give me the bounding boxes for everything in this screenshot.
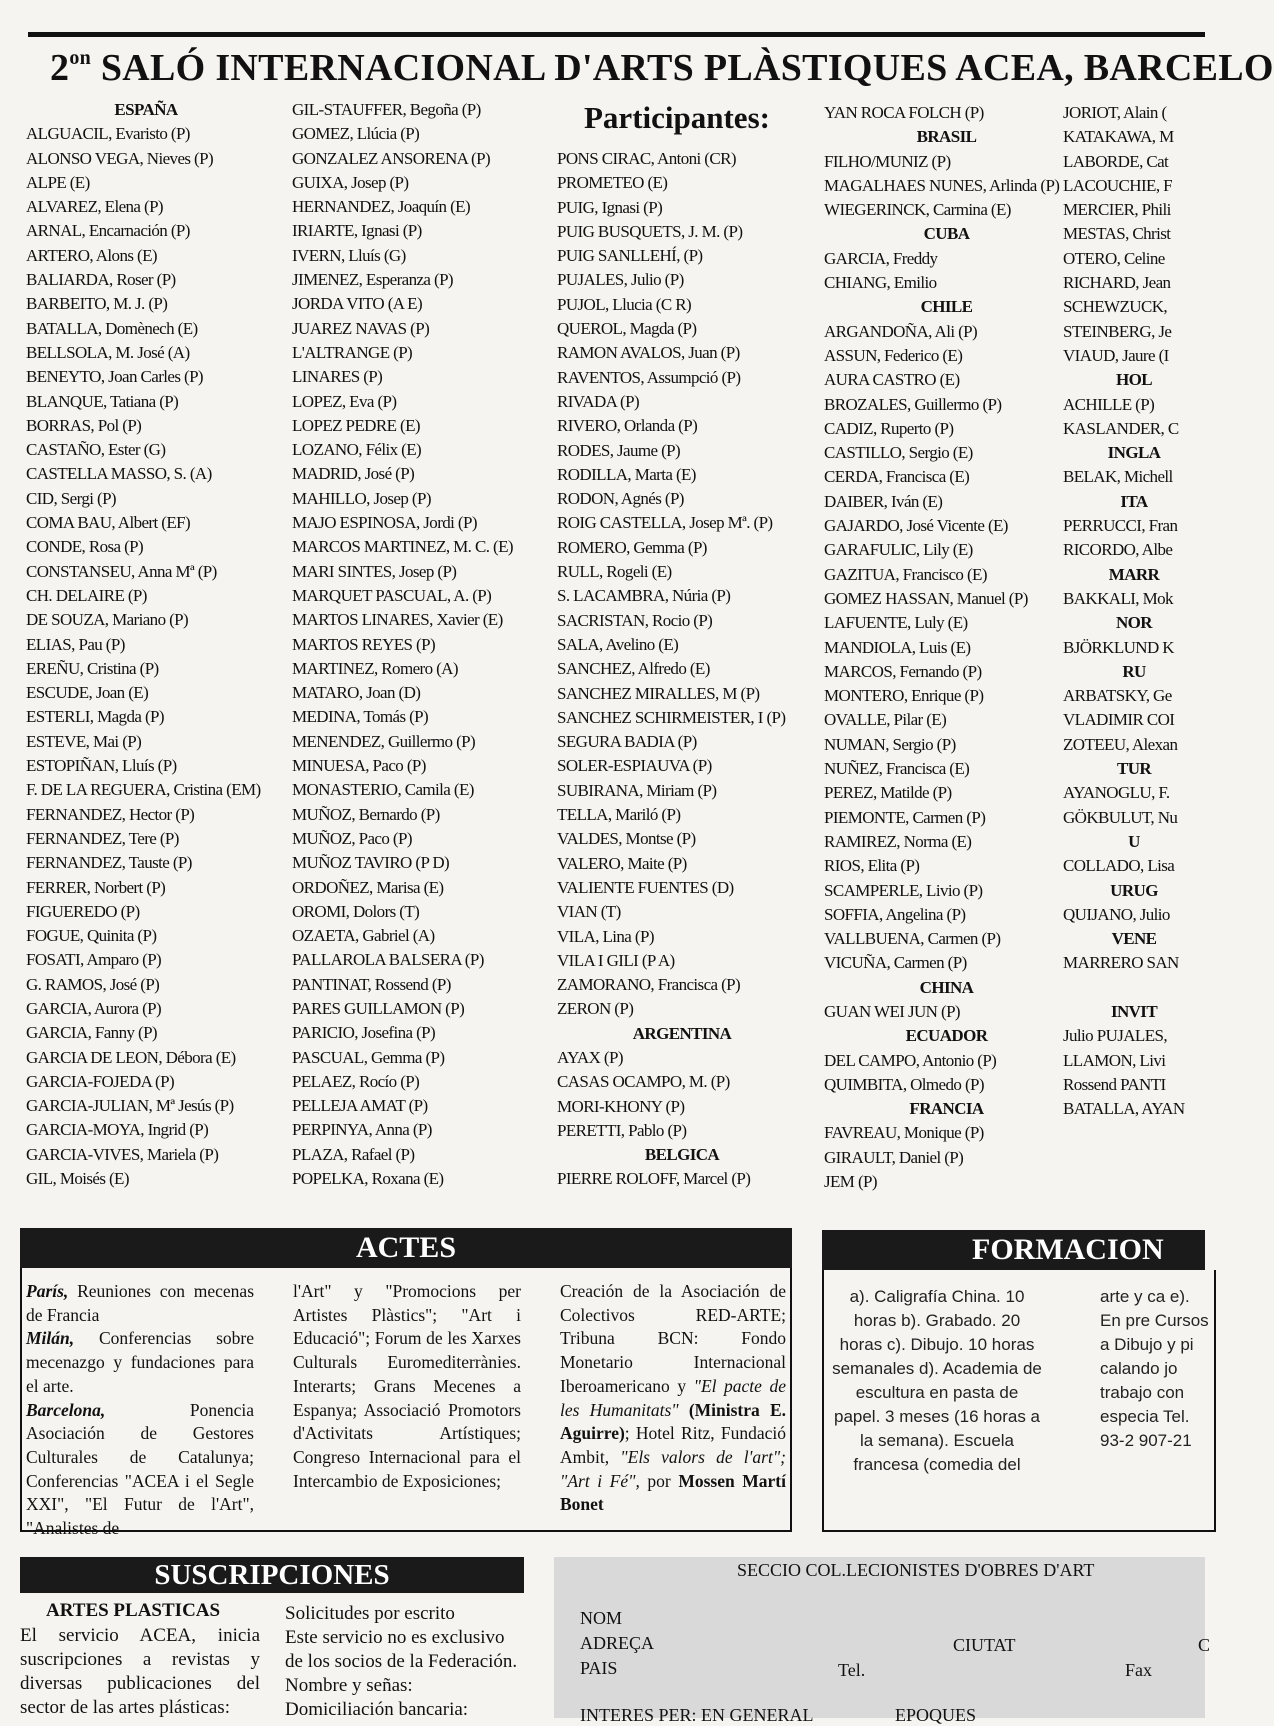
- participant-entry: JIMENEZ, Esperanza (P): [292, 270, 453, 290]
- country-heading: CHINA: [919, 977, 974, 997]
- participant-entry: ZERON (P): [557, 999, 634, 1019]
- country-heading: URUG: [1110, 880, 1158, 900]
- country-heading: ITA: [1120, 491, 1148, 511]
- participant-entry: ESCUDE, Joan (E): [26, 683, 149, 703]
- participant-entry: CONSTANSEU, Anna Mª (P): [26, 561, 217, 581]
- participant-entry: QUEROL, Magda (P): [557, 319, 697, 339]
- country-heading: RU: [1122, 661, 1146, 681]
- formacion-column-1: a). Caligrafía China. 10 horas b). Grabado. 20 horas c). Dibujo. 10 horas semanales d). Academia de escultura en pasta de papel. 3 meses (16 horas a la semana). Escuela francesa (comedia del: [832, 1287, 1042, 1474]
- participant-entry: FERRER, Norbert (P): [26, 877, 166, 897]
- form-label-adreca: ADREÇA: [580, 1633, 655, 1653]
- participant-entry: ROIG CASTELLA, Josep Mª. (P): [557, 513, 773, 533]
- participant-entry: RICHARD, Jean: [1063, 273, 1171, 293]
- suscripciones-line: Solicitudes por escrito: [285, 1603, 455, 1624]
- participant-entry: BATALLA, AYAN: [1063, 1099, 1185, 1119]
- participant-entry: MESTAS, Christ: [1063, 224, 1171, 244]
- participant-entry: GARCIA DE LEON, Débora (E): [26, 1047, 236, 1067]
- participant-entry: SEGURA BADIA (P): [557, 732, 697, 752]
- country-heading: ECUADOR: [905, 1026, 988, 1046]
- participants-column-3: [557, 147, 807, 1192]
- participants-column-2: [292, 98, 542, 1191]
- participant-entry: ARBATSKY, Ge: [1063, 686, 1172, 706]
- participant-entry: ALPE (E): [26, 172, 90, 192]
- participant-entry: BAKKALI, Mok: [1063, 588, 1173, 608]
- collectors-form-title: SECCIO COL.LECIONISTES D'OBRES D'ART: [737, 1560, 1095, 1580]
- participant-entry: IVERN, Lluís (G): [292, 245, 406, 265]
- country-heading: NOR: [1116, 613, 1152, 633]
- participant-entry: GARCIA-JULIAN, Mª Jesús (P): [26, 1096, 234, 1116]
- participant-entry: PROMETEO (E): [557, 173, 668, 193]
- form-label-nom: NOM: [580, 1608, 623, 1628]
- suscripciones-line: Nombre y señas:: [285, 1675, 413, 1696]
- participant-entry: PARICIO, Josefina (P): [292, 1023, 436, 1043]
- country-heading: CHILE: [920, 297, 973, 317]
- participant-entry: ARNAL, Encarnación (P): [26, 221, 190, 241]
- participant-entry: GÖKBULUT, Nu: [1063, 807, 1178, 827]
- country-heading: U: [1128, 831, 1140, 851]
- formacion-column-2: arte y ca e). En pre Cursos a Dibujo y pi calando jo trabajo con especia Tel. 93-2 907-21: [1100, 1287, 1209, 1450]
- participant-entry: LINARES (P): [292, 367, 383, 387]
- participant-entry: VALLBUENA, Carmen (P): [824, 929, 1001, 949]
- participant-entry: GARAFULIC, Lily (E): [824, 540, 973, 560]
- participant-entry: MONTERO, Enrique (P): [824, 686, 984, 706]
- participant-entry: PERPINYA, Anna (P): [292, 1120, 432, 1140]
- participant-entry: RODES, Jaume (P): [557, 440, 681, 460]
- participant-entry: VLADIMIR COI: [1063, 710, 1175, 730]
- participant-entry: OROMI, Dolors (T): [292, 901, 420, 921]
- participant-entry: BLANQUE, Tatiana (P): [26, 391, 179, 411]
- participant-entry: FERNANDEZ, Tauste (P): [26, 853, 192, 873]
- participant-entry: CASTAÑO, Ester (G): [26, 440, 166, 460]
- participant-entry: GOMEZ HASSAN, Manuel (P): [824, 588, 1028, 608]
- participant-entry: ARGANDOÑA, Ali (P): [824, 321, 978, 341]
- participant-entry: MUÑOZ, Paco (P): [292, 828, 412, 848]
- participant-entry: SANCHEZ SCHIRMEISTER, I (P): [557, 707, 786, 727]
- participant-entry: PANTINAT, Rossend (P): [292, 974, 451, 994]
- participant-entry: AURA CASTRO (E): [824, 370, 960, 390]
- participant-entry: MINUESA, Paco (P): [292, 756, 426, 776]
- suscripciones-column-1: El servicio ACEA, inicia suscripciones a revistas y diversas publicaciones del sector de las artes plásticas:: [20, 1625, 260, 1718]
- participant-entry: LOPEZ, Eva (P): [292, 391, 397, 411]
- actes-barcelona: Barcelona, Ponencia Asociación de Gestores Culturales de Catalunya; Conferencias "ACEA i el Segle XXI", "El Futur de l'Art", "Analistes de: [26, 1399, 254, 1539]
- participant-entry: RAMIREZ, Norma (E): [824, 831, 972, 851]
- participant-entry: MARI SINTES, Josep (P): [292, 561, 457, 581]
- participant-entry: VALDES, Montse (P): [557, 829, 696, 849]
- country-heading: FRANCIA: [909, 1099, 984, 1119]
- participant-entry: MUÑOZ, Bernardo (P): [292, 804, 440, 824]
- participant-entry: SOLER-ESPIAUVA (P): [557, 756, 712, 776]
- participant-entry: ALGUACIL, Evaristo (P): [26, 124, 190, 144]
- participant-entry: ACHILLE (P): [1063, 394, 1155, 414]
- participant-entry: KATAKAWA, M: [1063, 127, 1174, 147]
- participant-entry: GAZITUA, Francisco (E): [824, 564, 987, 584]
- participant-entry: HERNANDEZ, Joaquín (E): [292, 197, 471, 217]
- suscripciones-column-2: [285, 1602, 535, 1722]
- participant-entry: OTERO, Celine: [1063, 248, 1165, 268]
- suscripciones-subheading: ARTES PLASTICAS: [46, 1600, 221, 1621]
- participant-entry: BENEYTO, Joan Carles (P): [26, 367, 203, 387]
- participant-entry: MORI-KHONY (P): [557, 1096, 685, 1116]
- actes-column-3: Creación de la Asociación de Colectivos RED-ARTE; Tribuna BCN: Fondo Monetario Internacional Iberoamericano y "El pacte de les Humanitats" (Ministra E. Aguirre); Hotel Ritz, Fundació Ambit, "Els valors de l'art"; "Art i Fé", por Mossen Martí Bonet: [560, 1281, 786, 1515]
- participant-entry: GARCIA-MOYA, Ingrid (P): [26, 1120, 209, 1140]
- participant-entry: GUAN WEI JUN (P): [824, 1001, 960, 1021]
- participant-entry: RAMON AVALOS, Juan (P): [557, 343, 740, 363]
- participant-entry: JORIOT, Alain (: [1063, 103, 1167, 122]
- participant-entry: MEDINA, Tomás (P): [292, 707, 429, 727]
- participant-entry: ORDOÑEZ, Marisa (E): [292, 877, 444, 897]
- participant-entry: FIGUEREDO (P): [26, 901, 140, 921]
- participant-entry: Rossend PANTI: [1063, 1074, 1166, 1094]
- participants-column-5: [1063, 101, 1205, 1121]
- participant-entry: PONS CIRAC, Antoni (CR): [557, 149, 736, 168]
- country-heading: TUR: [1116, 759, 1152, 779]
- participant-entry: GARCIA-VIVES, Mariela (P): [26, 1144, 219, 1164]
- participant-entry: RAVENTOS, Assumpció (P): [557, 367, 741, 387]
- participant-entry: MAJO ESPINOSA, Jordi (P): [292, 513, 477, 533]
- form-label-ciutat: CIUTAT: [953, 1635, 1016, 1655]
- participant-entry: OVALLE, Pilar (E): [824, 710, 947, 730]
- participant-entry: MARRERO SAN: [1063, 953, 1179, 973]
- participant-entry: DE SOUZA, Mariano (P): [26, 610, 189, 630]
- participant-entry: PERETTI, Pablo (P): [557, 1120, 687, 1140]
- participant-entry: POPELKA, Roxana (E): [292, 1169, 444, 1189]
- participant-entry: PASCUAL, Gemma (P): [292, 1047, 445, 1067]
- participant-entry: RIVADA (P): [557, 391, 640, 411]
- participant-entry: LAFUENTE, Luly (E): [824, 613, 968, 633]
- country-heading: MARR: [1108, 564, 1160, 584]
- participant-entry: SCHEWZUCK,: [1063, 297, 1168, 317]
- participant-entry: GARCIA, Fanny (P): [26, 1023, 157, 1043]
- participant-entry: GIRAULT, Daniel (P): [824, 1147, 964, 1167]
- participant-entry: BALIARDA, Roser (P): [26, 270, 176, 290]
- participant-entry: FERNANDEZ, Hector (P): [26, 804, 195, 824]
- participant-entry: COLLADO, Lisa: [1063, 856, 1175, 876]
- country-heading: BELGICA: [644, 1145, 720, 1165]
- participant-entry: MARTINEZ, Romero (A): [292, 658, 458, 678]
- participant-entry: MONASTERIO, Camila (E): [292, 780, 474, 800]
- participant-entry: MARCOS, Fernando (P): [824, 661, 982, 681]
- participant-entry: PUJOL, Llucia (C R): [557, 294, 692, 314]
- participant-entry: JEM (P): [824, 1172, 877, 1192]
- participant-entry: G. RAMOS, José (P): [26, 974, 160, 994]
- participant-entry: BORRAS, Pol (P): [26, 415, 142, 435]
- participant-entry: PARES GUILLAMON (P): [292, 998, 465, 1018]
- participant-entry: MARTOS REYES (P): [292, 634, 436, 654]
- participant-entry: JORDA VITO (A E): [292, 294, 423, 314]
- participant-entry: [1063, 976, 1205, 1000]
- participant-entry: ZAMORANO, Francisca (P): [557, 975, 741, 995]
- participant-entry: SOFFIA, Angelina (P): [824, 904, 966, 924]
- participant-entry: IRIARTE, Ignasi (P): [292, 221, 422, 241]
- participant-entry: RIOS, Elita (P): [824, 856, 920, 876]
- participant-entry: VALIENTE FUENTES (D): [557, 877, 734, 897]
- top-rule: [28, 32, 1205, 37]
- participant-entry: TELLA, Mariló (P): [557, 805, 681, 825]
- form-label-fax: Fax: [1125, 1660, 1152, 1680]
- actes-column-2: l'Art" y "Promocions per Artistes Plàstics"; "Art i Educació"; Forum de les Xarxes Culturals Euromediterrànies. Interarts; Grans Mecenes a Espanya; Associació Promotors d'Activitats Artístiques; Congreso Internacional para el Intercambio de Exposiciones;: [293, 1281, 521, 1491]
- participant-entry: VICUÑA, Carmen (P): [824, 953, 967, 973]
- participant-entry: ROMERO, Gemma (P): [557, 537, 707, 557]
- participants-column-4: [824, 101, 1069, 1194]
- participant-entry: PERRUCCI, Fran: [1063, 516, 1178, 536]
- participant-entry: CID, Sergi (P): [26, 488, 116, 508]
- participant-entry: PLAZA, Rafael (P): [292, 1144, 415, 1164]
- participant-entry: YAN ROCA FOLCH (P): [824, 103, 984, 122]
- participant-entry: CHIANG, Emilio: [824, 273, 937, 293]
- participant-entry: PALLAROLA BALSERA (P): [292, 950, 484, 970]
- participant-entry: ELIAS, Pau (P): [26, 634, 125, 654]
- participant-entry: CERDA, Francisca (E): [824, 467, 970, 487]
- participant-entry: GARCIA, Aurora (P): [26, 998, 162, 1018]
- participant-entry: RULL, Rogeli (E): [557, 562, 672, 582]
- participant-entry: GARCIA, Freddy: [824, 248, 938, 268]
- participant-entry: MARQUET PASCUAL, A. (P): [292, 585, 492, 605]
- suscripciones-line: Domiciliación bancaria:: [285, 1699, 469, 1720]
- participant-entry: PEREZ, Matilde (P): [824, 783, 952, 803]
- participant-entry: MERCIER, Phili: [1063, 200, 1171, 220]
- suscripciones-line: Este servicio no es exclusivo: [285, 1627, 505, 1648]
- participant-entry: SANCHEZ, Alfredo (E): [557, 659, 710, 679]
- participant-entry: NUMAN, Sergio (P): [824, 734, 956, 754]
- participant-entry: PUIG, Ignasi (P): [557, 197, 663, 217]
- participant-entry: MAGALHAES NUNES, Arlinda (P): [824, 175, 1060, 195]
- participant-entry: RIVERO, Orlanda (P): [557, 416, 698, 436]
- participant-entry: MATARO, Joan (D): [292, 683, 421, 703]
- participant-entry: BJÖRKLUND K: [1063, 637, 1174, 657]
- participant-entry: RODON, Agnés (P): [557, 489, 684, 509]
- participant-entry: GAJARDO, José Vicente (E): [824, 516, 1008, 536]
- participant-entry: VIAN (T): [557, 902, 621, 922]
- participant-entry: BROZALES, Guillermo (P): [824, 394, 1002, 414]
- participant-entry: RODILLA, Marta (E): [557, 464, 696, 484]
- participant-entry: AYAX (P): [557, 1047, 623, 1067]
- participant-entry: GOMEZ, Llúcia (P): [292, 124, 420, 144]
- suscripciones-heading: SUSCRIPCIONES: [20, 1557, 524, 1593]
- participant-entry: ZOTEEU, Alexan: [1063, 734, 1178, 754]
- participant-entry: DAIBER, Iván (E): [824, 491, 943, 511]
- participant-entry: PELAEZ, Rocío (P): [292, 1071, 420, 1091]
- page-title: $2^{on}$ SALÓ INTERNACIONAL D'ARTS PLÀSTIQUES ACEA, BARCELO: [50, 47, 1274, 89]
- actes-heading: ACTES: [20, 1228, 792, 1268]
- participant-entry: FERNANDEZ, Tere (P): [26, 828, 179, 848]
- participant-entry: PELLEJA AMAT (P): [292, 1096, 428, 1116]
- participant-entry: LOZANO, Félix (E): [292, 440, 422, 460]
- participant-entry: ASSUN, Federico (E): [824, 345, 963, 365]
- country-heading: ARGENTINA: [632, 1023, 732, 1043]
- participant-entry: JUAREZ NAVAS (P): [292, 318, 430, 338]
- participant-entry: FAVREAU, Monique (P): [824, 1123, 984, 1143]
- participant-entry: CONDE, Rosa (P): [26, 537, 144, 557]
- country-heading: INVIT: [1110, 1001, 1158, 1021]
- participant-entry: F. DE LA REGUERA, Cristina (EM): [26, 780, 261, 800]
- form-label-interes: INTERES PER: EN GENERAL: [580, 1705, 814, 1725]
- participant-entry: ESTOPIÑAN, Lluís (P): [26, 756, 177, 776]
- participant-entry: LLAMON, Livi: [1063, 1050, 1166, 1070]
- participant-entry: OZAETA, Gabriel (A): [292, 926, 435, 946]
- participant-entry: GONZALEZ ANSORENA (P): [292, 148, 491, 168]
- participant-entry: BELLSOLA, M. José (A): [26, 342, 190, 362]
- country-heading: VENE: [1111, 929, 1157, 949]
- participant-entry: SUBIRANA, Miriam (P): [557, 780, 717, 800]
- actes-paris: París, Reuniones con mecenas de Francia: [26, 1281, 254, 1325]
- participant-entry: QUIJANO, Julio: [1063, 904, 1170, 924]
- participant-entry: VILA, Lina (P): [557, 926, 654, 946]
- participants-column-1: [26, 98, 266, 1191]
- participant-entry: VILA I GILI (P A): [557, 950, 675, 970]
- participant-entry: LOPEZ PEDRE (E): [292, 415, 420, 435]
- participants-heading: Participantes:: [584, 100, 770, 135]
- participant-entry: VALERO, Maite (P): [557, 853, 687, 873]
- participant-entry: NUÑEZ, Francisca (E): [824, 759, 970, 779]
- form-label-c: C: [1198, 1635, 1211, 1655]
- participant-entry: BELAK, Michell: [1063, 467, 1173, 487]
- participant-entry: QUIMBITA, Olmedo (P): [824, 1074, 984, 1094]
- participant-entry: ALONSO VEGA, Nieves (P): [26, 148, 214, 168]
- actes-column-1: [26, 1280, 254, 1541]
- participant-entry: STEINBERG, Je: [1063, 321, 1172, 341]
- participant-entry: GIL-STAUFFER, Begoña (P): [292, 100, 481, 119]
- participant-entry: CASTILLO, Sergio (E): [824, 443, 973, 463]
- participant-entry: MUÑOZ TAVIRO (P D): [292, 853, 450, 873]
- participant-entry: ALVAREZ, Elena (P): [26, 197, 163, 217]
- participant-entry: L'ALTRANGE (P): [292, 342, 413, 362]
- participant-entry: ESTEVE, Mai (P): [26, 731, 142, 751]
- country-heading: BRASIL: [916, 127, 977, 147]
- participant-entry: AYANOGLU, F.: [1063, 783, 1170, 803]
- participant-entry: EREÑU, Cristina (P): [26, 658, 159, 678]
- actes-milan: Milán, Conferencias sobre mecenazgo y fundaciones para el arte.: [26, 1328, 254, 1396]
- country-heading: CUBA: [923, 224, 970, 244]
- participant-entry: VIAUD, Jaure (I: [1063, 345, 1169, 365]
- participant-entry: FOSATI, Amparo (P): [26, 950, 162, 970]
- participant-entry: MANDIOLA, Luis (E): [824, 637, 971, 657]
- country-heading: HOL: [1116, 370, 1152, 390]
- country-heading: ESPAÑA: [114, 100, 178, 119]
- participant-entry: CH. DELAIRE (P): [26, 585, 147, 605]
- participant-entry: FILHO/MUNIZ (P): [824, 151, 951, 171]
- participant-entry: BATALLA, Domènech (E): [26, 318, 198, 338]
- participant-entry: ESTERLI, Magda (P): [26, 707, 164, 727]
- participant-entry: MENENDEZ, Guillermo (P): [292, 731, 476, 751]
- form-label-pais: PAIS: [580, 1658, 618, 1678]
- participant-entry: SCAMPERLE, Livio (P): [824, 880, 983, 900]
- participant-entry: PUIG BUSQUETS, J. M. (P): [557, 221, 743, 241]
- participant-entry: PUJALES, Julio (P): [557, 270, 684, 290]
- participant-entry: MAHILLO, Josep (P): [292, 488, 431, 508]
- participant-entry: MARTOS LINARES, Xavier (E): [292, 610, 503, 630]
- participant-entry: CASTELLA MASSO, S. (A): [26, 464, 212, 484]
- suscripciones-line: de los socios de la Federación.: [285, 1651, 518, 1672]
- participant-entry: PIERRE ROLOFF, Marcel (P): [557, 1169, 751, 1189]
- participant-entry: BARBEITO, M. J. (P): [26, 294, 168, 314]
- participant-entry: Julio PUJALES,: [1063, 1026, 1168, 1046]
- participant-entry: SALA, Avelino (E): [557, 634, 679, 654]
- participant-entry: CADIZ, Ruperto (P): [824, 418, 954, 438]
- formacion-heading: FORMACION: [822, 1230, 1205, 1270]
- participant-entry: S. LACAMBRA, Núria (P): [557, 586, 731, 606]
- participant-entry: PUIG SANLLEHÍ, (P): [557, 246, 703, 266]
- participant-entry: LACOUCHIE, F: [1063, 175, 1172, 195]
- participant-entry: ARTERO, Alons (E): [26, 245, 157, 265]
- participant-entry: MADRID, José (P): [292, 464, 415, 484]
- participant-entry: GUIXA, Josep (P): [292, 172, 409, 192]
- participant-entry: RICORDO, Albe: [1063, 540, 1173, 560]
- participant-entry: GIL, Moisés (E): [26, 1169, 129, 1189]
- participant-entry: DEL CAMPO, Antonio (P): [824, 1050, 997, 1070]
- participant-entry: KASLANDER, C: [1063, 418, 1179, 438]
- participant-entry: SACRISTAN, Rocio (P): [557, 610, 713, 630]
- participant-entry: SANCHEZ MIRALLES, M (P): [557, 683, 760, 703]
- form-label-epoques: EPOQUES: [895, 1705, 977, 1725]
- participant-entry: FOGUE, Quinita (P): [26, 926, 157, 946]
- participant-entry: CASAS OCAMPO, M. (P): [557, 1072, 730, 1092]
- form-label-tel: Tel.: [838, 1660, 866, 1680]
- participant-entry: WIEGERINCK, Carmina (E): [824, 200, 1011, 220]
- participant-entry: PIEMONTE, Carmen (P): [824, 807, 986, 827]
- participant-entry: COMA BAU, Albert (EF): [26, 513, 191, 533]
- participant-entry: GARCIA-FOJEDA (P): [26, 1071, 175, 1091]
- participant-entry: MARCOS MARTINEZ, M. C. (E): [292, 537, 513, 557]
- country-heading: INGLA: [1107, 443, 1161, 463]
- participant-entry: LABORDE, Cat: [1063, 151, 1169, 171]
